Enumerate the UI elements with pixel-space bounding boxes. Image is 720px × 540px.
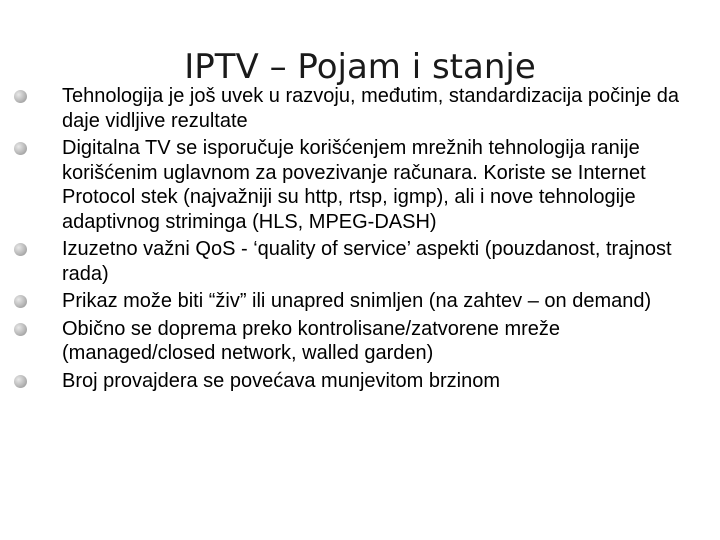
bullet-dot-icon	[14, 90, 27, 103]
bullet-text: Prikaz može biti “živ” ili unapred snimljen (na zahtev – on demand)	[62, 290, 652, 312]
slide-title: IPTV – Pojam i stanje	[184, 47, 536, 87]
bullet-dot-icon	[14, 295, 27, 308]
bullet-dot-icon	[14, 142, 27, 155]
bullet-text: Tehnologija je još uvek u razvoju, međutim, standardizacija počinje da daje vidljive rezultate	[62, 85, 680, 132]
bullet-text: Broj provajdera se povećava munjevitom brzinom	[62, 369, 500, 392]
bullet-list	[14, 84, 704, 396]
bullet-dot-icon	[14, 375, 27, 388]
bullet-dot-icon	[14, 323, 27, 336]
bullet-item	[14, 317, 704, 366]
bullet-item	[14, 136, 704, 234]
bullet-text: Obično se doprema preko kontrolisane/zatvorene mreže (managed/closed network, walled garden)	[62, 317, 561, 364]
bullet-text: Izuzetno važni QoS - ‘quality of service’ aspekti (pouzdanost, trajnost rada)	[62, 238, 672, 285]
bullet-text: Digitalna TV se isporučuje korišćenjem mrežnih tehnologija ranije korišćenim uglavnom za povezivanje računara. Koriste se Internet Protocol stek (najvažniji su http, rtsp, igmp), ali i nove tehnologije adaptivnog striminga (HLS, MPEG-DASH)	[62, 137, 646, 233]
bullet-item	[14, 369, 704, 394]
bullet-item	[14, 289, 704, 314]
bullet-item	[14, 237, 704, 286]
bullet-dot-icon	[14, 243, 27, 256]
bullet-item	[14, 84, 704, 133]
